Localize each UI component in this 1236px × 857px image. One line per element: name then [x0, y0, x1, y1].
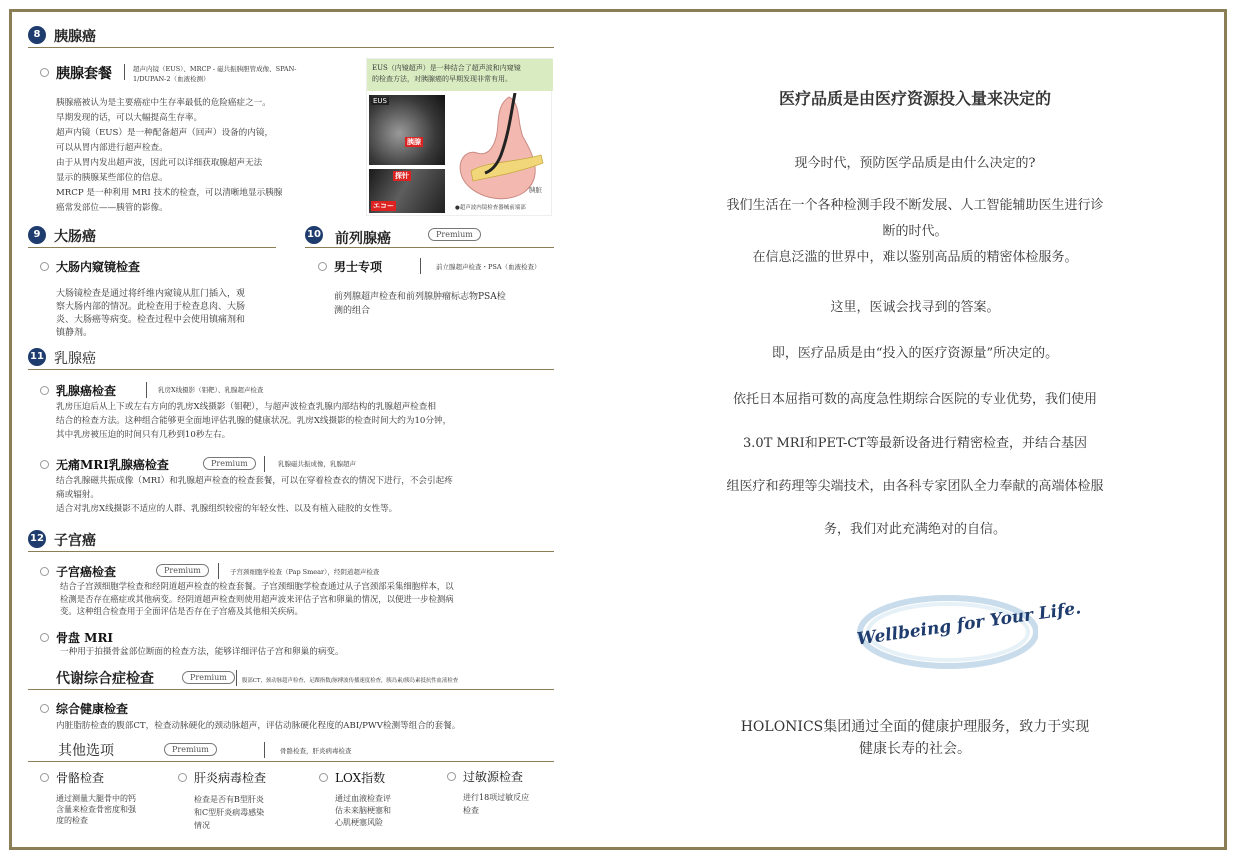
section-title: 胰腺癌: [54, 29, 96, 45]
item-title: 综合健康检查: [56, 702, 129, 716]
right-heading: 医疗品质是由医疗资源投入量来决定的: [778, 89, 1051, 108]
item-desc: 乳房X线摄影（钼靶）、乳腺超声检查: [158, 386, 264, 394]
item-desc: 前立腺超声检查・PSA（血液检查）: [436, 263, 541, 271]
colon-body: 大肠镜检查是通过将纤维内窥镜从肛门插入，观 察大肠内部的情况。此检查用于检查息肉、大肠 炎、大肠癌等病变。检查过程中会使用镇痛剂和 镇静剂。: [56, 289, 246, 338]
bullet-icon: [40, 68, 49, 77]
premium-badge: Premium: [156, 564, 209, 577]
bullet-icon: [40, 262, 49, 271]
divider: [264, 742, 265, 758]
right-paragraph: 3.0T MRI和PET-CT等最新设备进行精密检查，并结合基因: [743, 436, 1087, 451]
bullet-icon: [178, 773, 187, 782]
eus-label: EUS: [373, 97, 387, 105]
option-body: 检查是否有B型肝炎 和C型肝炎病毒感染 情况: [194, 795, 265, 830]
divider: [264, 456, 265, 472]
bullet-icon: [318, 262, 327, 271]
image-caption: EUS（内镜超声）是一种结合了超声波和内窥镜 的检查方法，对胰腺癌的早期发现非常有用。: [367, 59, 553, 91]
right-paragraph: 务，我们对此充满绝对的自信。: [823, 522, 1006, 537]
red-label: 探针: [395, 172, 409, 180]
item-title: 骨盘 MRI: [56, 631, 114, 645]
option-title: 过敏源检查: [463, 770, 524, 784]
right-paragraph: 组医疗和药理等尖端技术，由各科专家团队全力奉献的高端体检服: [726, 479, 1104, 494]
divider: [420, 258, 421, 274]
premium-badge: Premium: [428, 228, 481, 241]
eus-ultrasound-image: [369, 95, 445, 165]
section-title: 子宫癌: [54, 533, 96, 549]
red-label: エコー: [373, 202, 394, 210]
section-header-pancreas: [28, 26, 554, 48]
divider: [218, 563, 219, 579]
section-title: 前列腺癌: [335, 231, 391, 247]
section-number-badge: 8: [28, 26, 46, 44]
item-title: 子宫癌检查: [56, 565, 117, 579]
item-desc: 乳腺磁共振成像，乳腺超声: [278, 460, 356, 468]
bullet-icon: [40, 386, 49, 395]
red-label: 胰腺: [407, 138, 421, 146]
item-desc: 子宫颈细胞学检查（Pap Smear），经阴道超声检查: [230, 568, 380, 576]
section-header-colon: [28, 226, 276, 248]
bullet-icon: [40, 460, 49, 469]
uterine-body-2: 一种用于拍摄骨盆部位断面的检查方法，能够详细评估子宫和卵巢的病变。: [60, 647, 344, 657]
right-footer: 健康长寿的社会。: [859, 741, 971, 757]
right-paragraph: 现今时代，预防医学品质是由什么决定的?: [794, 156, 1036, 171]
bullet-icon: [40, 567, 49, 576]
option-body: 通过测量大腿骨中的钙 含量来检查骨密度和强 度的检查: [56, 794, 136, 825]
pancreas-body: 胰腺癌被认为是主要癌症中生存率最低的危险癌症之一。 早期发现的话，可以大幅提高生存率。 超声内镜（EUS）是一种配备超声（回声）设备的内镜， 可以从胃内部进行超声检查。 由于从胃内发出超声波，因此可以详细获取腺超声无法 显示的胰腺某些部位的信息。 MRCP 是一种利用 MRI 技术的检查，可以清晰地显示胰腺 癌常发部位——胰管的影像。: [56, 98, 283, 213]
section-header-breast: [28, 348, 554, 370]
item-title: 大肠内窥镜检查: [56, 260, 141, 274]
option-title: 骨骼检查: [56, 771, 105, 785]
option-body: 进行18项过敏反应 检查: [463, 793, 530, 815]
section-title: 乳腺癌: [54, 351, 96, 367]
item-desc: 腹部CT，颈动脉超声检查，足踝指数/脉搏波传播速度检查，胰岛素/胰岛素抵抗性血液检查: [242, 678, 459, 684]
premium-badge: Premium: [182, 671, 235, 684]
breast-body-2: 结合乳腺磁共振成像（MRI）和乳腺超声检查的检查套餐，可以在穿着检查衣的情况下进行，不会引起疼 痛或辐射。 适合对乳房X线摄影不适应的人群、乳腺组织较密的年轻女性、以及有植入硅胶的女性等。: [56, 476, 453, 514]
bullet-icon: [447, 772, 456, 781]
right-paragraph: 我们生活在一个各种检测手段不断发展、人工智能辅助医生进行诊: [726, 198, 1104, 213]
divider: [146, 382, 147, 398]
eus-illustration: [366, 58, 552, 216]
premium-badge: Premium: [164, 743, 217, 756]
section-number-badge: 10: [305, 226, 323, 244]
option-body: 通过血液检查评 估未来脑梗塞和 心肌梗塞风险: [335, 794, 391, 827]
option-title: 肝炎病毒检查: [194, 771, 267, 785]
right-paragraph: 依托日本屈指可数的高度急性期综合医院的专业优势，我们使用: [732, 392, 1097, 407]
section-number-badge: 11: [28, 348, 46, 366]
prostate-body: 前列腺超声检查和前列腺肿瘤标志物PSA检 测的组合: [334, 292, 506, 316]
item-title: 胰腺套餐: [56, 66, 112, 82]
section-title: 其他选项: [58, 743, 114, 759]
divider: [124, 64, 125, 80]
section-title: 大肠癌: [54, 229, 96, 245]
uterine-body-1: 结合子宫颈细胞学检查和经阴道超声检查的检查套餐。子宫颈细胞学检查通过从子宫颈部采集细胞样本，以 检测是否存在癌症或其他病变。经阴道超声检查则使用超声波来评估子宫和卵巢的情况，以便进一步检测病 变。这种组合检查用于全面评估是否存在子宫癌及其他相关疾病。: [60, 581, 454, 616]
section-title: 代谢综合症检查: [56, 671, 154, 687]
bullet-icon: [319, 773, 328, 782]
item-title: 男士专项: [334, 260, 383, 274]
section-number-badge: 12: [28, 530, 46, 548]
bullet-icon: [40, 633, 49, 642]
right-paragraph: 断的时代。: [882, 224, 948, 239]
item-desc: 超声内镜（EUS）、MRCP - 磁共振胰胆管成像、SPAN-: [133, 65, 297, 73]
bullet-icon: [40, 704, 49, 713]
wellbeing-logo: [848, 594, 1083, 674]
right-footer: HOLONICS集团通过全面的健康护理服务，致力于实现: [740, 719, 1090, 735]
bullet-icon: [40, 773, 49, 782]
item-title: 乳腺癌检查: [56, 384, 117, 398]
section-header-uterine: [28, 530, 554, 552]
premium-badge: Premium: [203, 457, 256, 470]
item-desc: 骨骼检查，肝炎病毒检查: [280, 747, 352, 755]
right-paragraph: 这里，医诚会找寻到的答案。: [830, 300, 1000, 315]
right-paragraph: 即，医疗品质是由“投入的医疗资源量”所决定的。: [771, 346, 1059, 361]
metabolic-body: 内脏脂肪检查的腹部CT，检查动脉硬化的颈动脉超声，评估动脉硬化程度的ABI/PWV检测等组合的套餐。: [56, 721, 461, 731]
item-title: 无痛MRI乳腺癌检查: [56, 458, 169, 472]
organ-label: 胰脏: [529, 186, 542, 194]
item-desc: 1/DUPAN-2（血液检测）: [133, 75, 210, 83]
option-title: LOX指数: [335, 771, 386, 785]
image-subcaption: ●超声波内镜检查器械前端部: [455, 205, 526, 211]
right-paragraph: 在信息泛滥的世界中，难以鉴别高品质的精密体检服务。: [752, 250, 1078, 265]
section-number-badge: 9: [28, 226, 46, 244]
divider: [236, 670, 237, 686]
breast-body-1: 乳房压迫后从上下或左右方向的乳房X线摄影（钼靶），与超声波检查乳腺内部结构的乳腺超声检查相 结合的检查方法。这种组合能够更全面地评估乳腺的健康状况。乳房X线摄影的检查时间大约为10分钟， 其中乳房被压迫的时间只有几秒到10秒左右。: [56, 402, 452, 440]
logo-text: Wellbeing for Your Life.: [855, 598, 1083, 650]
